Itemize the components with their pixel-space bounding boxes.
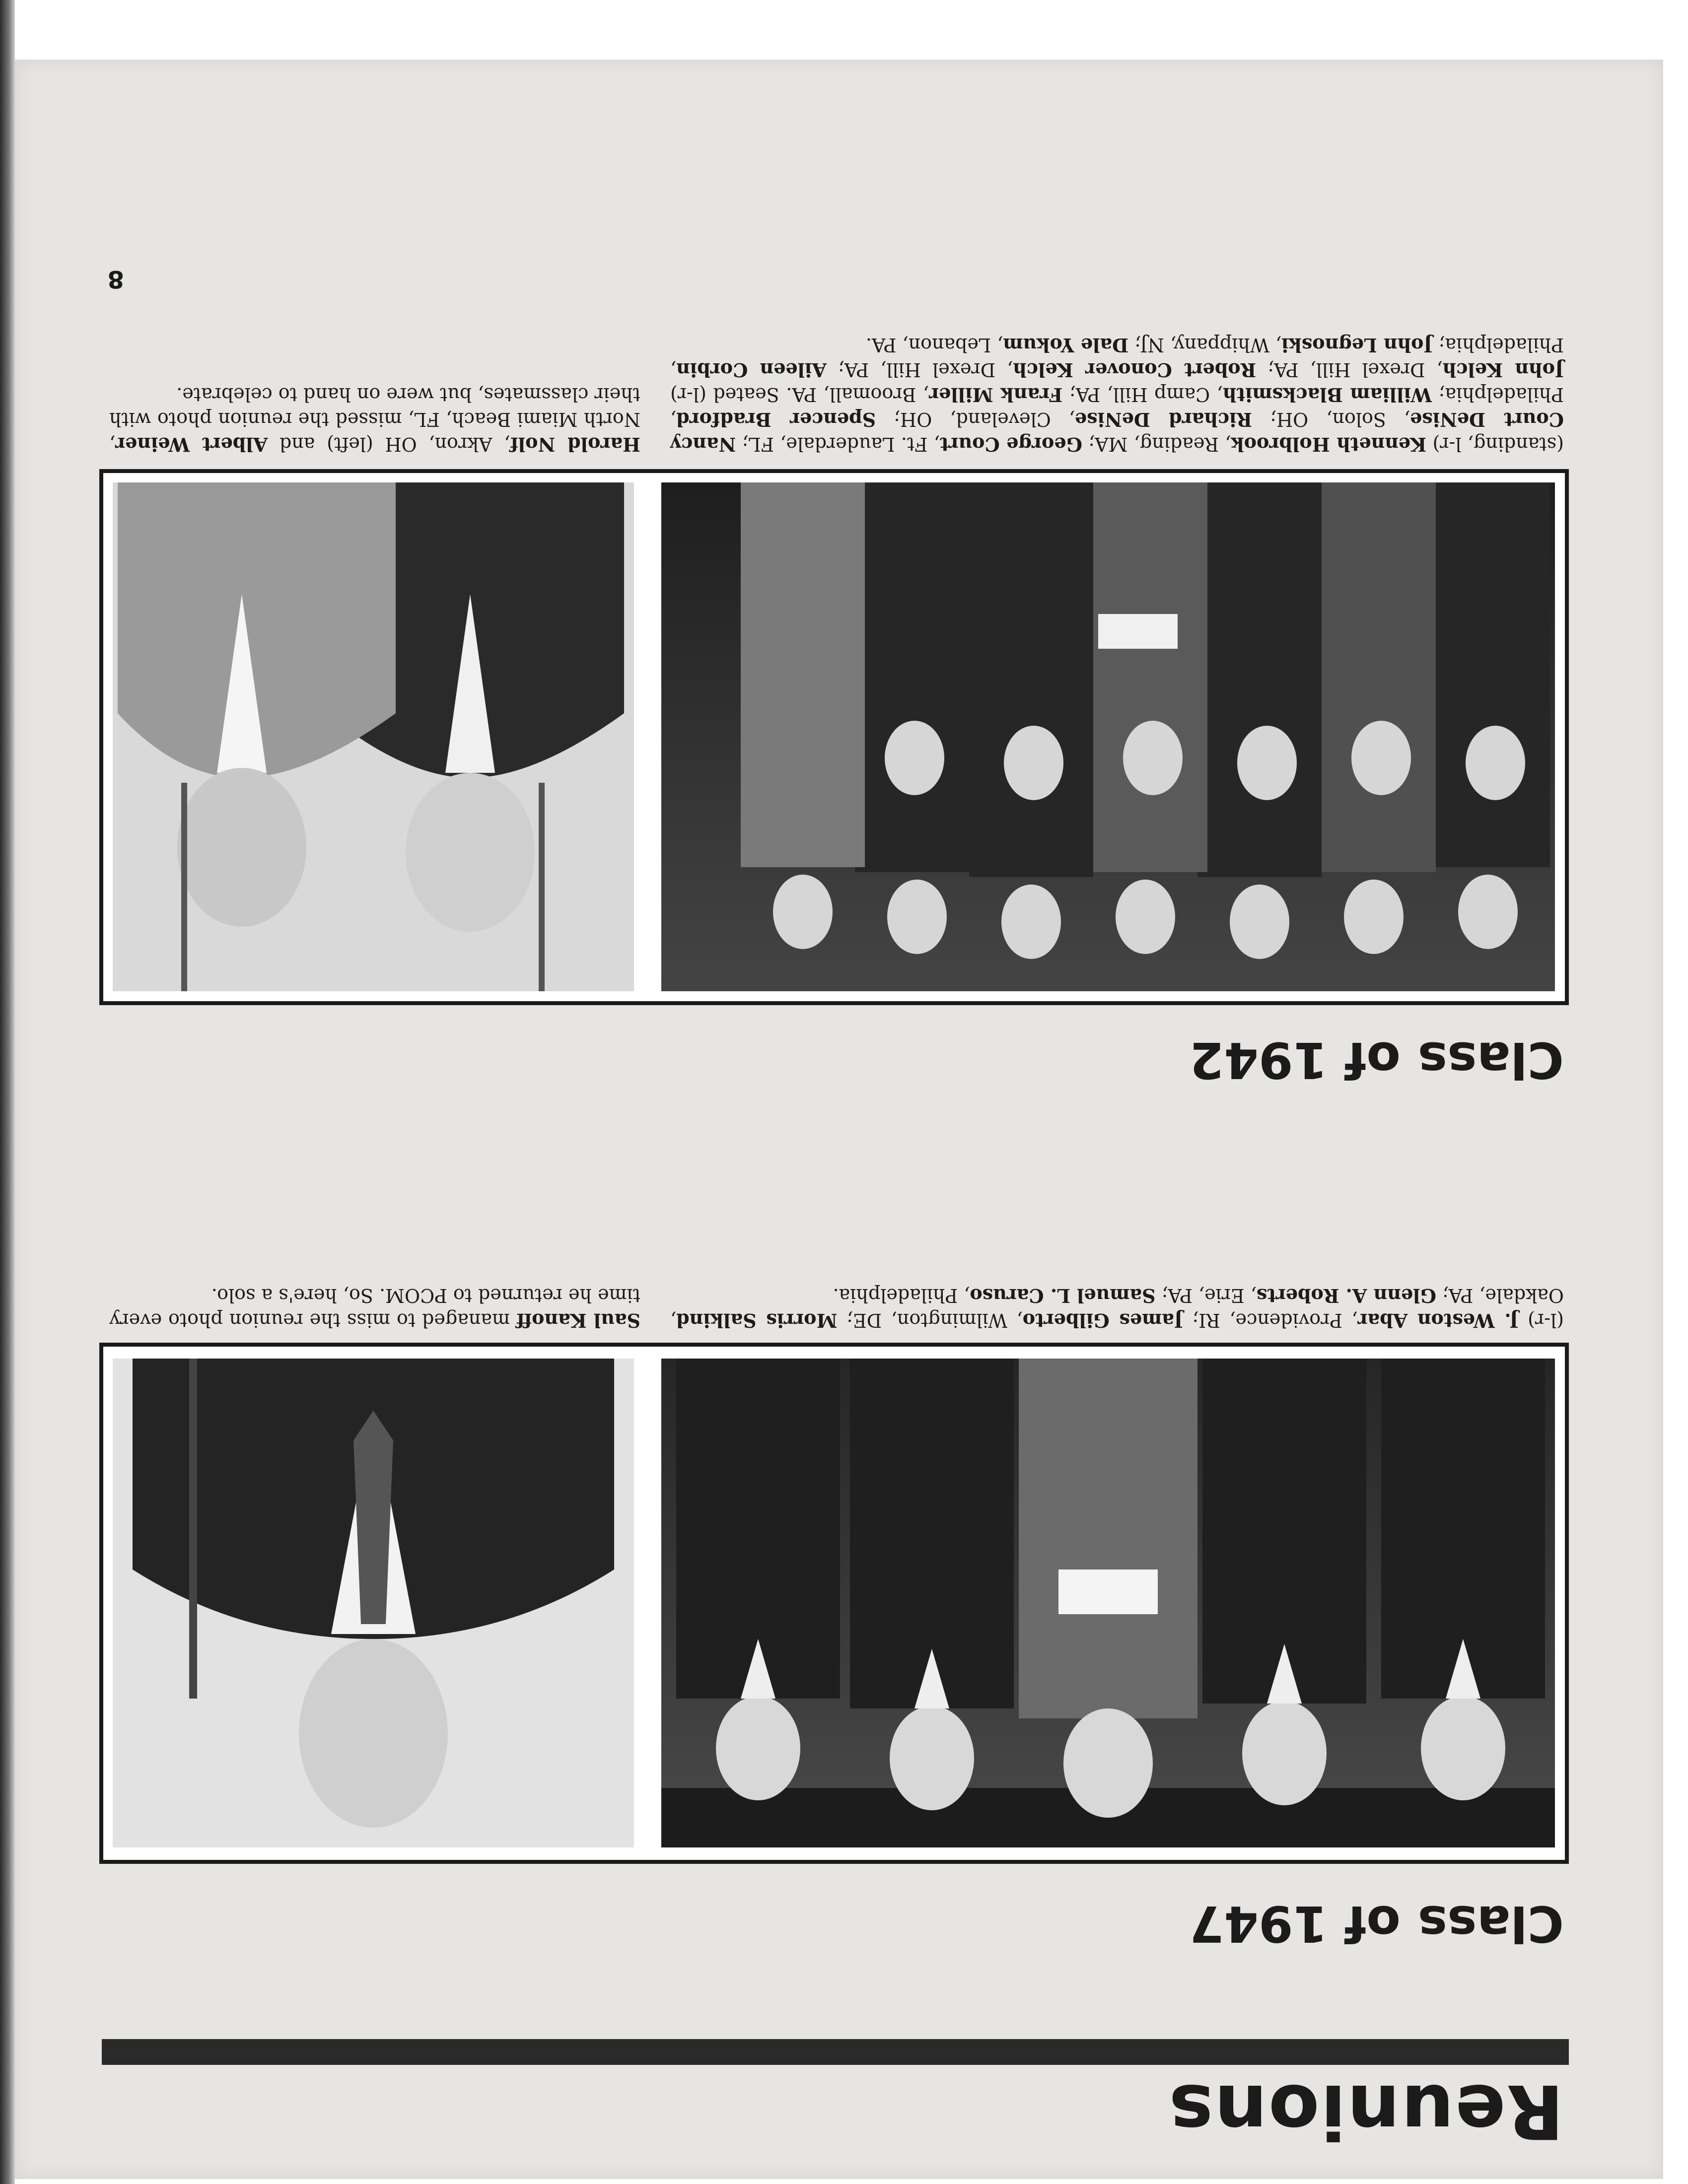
person-name: J. Weston Abar (1357, 1309, 1519, 1332)
person-name: Glenn A. Roberts (1256, 1285, 1436, 1307)
section-title-class-1947: Class of 1947 (1189, 1895, 1564, 1953)
caption-part: managed to miss the reunion photo every time he returned to PCOM. So, here's a solo. (109, 1285, 640, 1331)
solo-photo-class-1947 (113, 1359, 634, 1847)
caption-part: , Philadelphia; (670, 384, 1564, 430)
caption-part: , Akron, OH (left) and (268, 433, 510, 455)
caption-group-class-1942 (670, 333, 1564, 457)
duo-photo-1942-image (113, 482, 634, 991)
person-name: Kenneth Holbrook (1231, 433, 1427, 456)
caption-part: , Erie, PA; (1155, 1285, 1257, 1306)
group-photo-class-1942 (661, 482, 1555, 991)
group-photo-1947-image (661, 1359, 1555, 1847)
person-name: John Legnoski (1281, 334, 1433, 356)
caption-part: , Camp Hill, PA; (1062, 384, 1223, 406)
caption-part: , Ft. Lauderdale, FL; (736, 433, 940, 455)
person-name: John Kelch (1442, 359, 1564, 381)
page-number: 8 (107, 265, 124, 293)
caption-part: , Whippany, NJ; (1128, 334, 1282, 356)
person-name: Spencer Bradford (676, 409, 876, 431)
person-name: Nancy Court DeNise (670, 409, 1564, 456)
person-name: George Court (939, 433, 1082, 456)
header-rule (102, 2039, 1569, 2065)
person-name: Aileen Corbin (676, 359, 827, 381)
photo-frame-class-1947 (99, 1343, 1569, 1864)
person-name: Dale Yokum (1003, 334, 1129, 356)
caption-part: , Broomall, PA. Seated (l-r) (670, 384, 929, 406)
person-name: Frank Miller (929, 384, 1063, 406)
caption-part: , North Miami Beach, FL, missed the reunion photo with their classmates, but were on hand to celebrate. (109, 384, 640, 455)
caption-part: , Drexel Hill, PA; (826, 359, 1013, 381)
page-title: Reunions (1168, 2068, 1564, 2154)
solo-photo-1947-image (113, 1359, 634, 1847)
person-name: Morris Salkind (676, 1309, 838, 1332)
caption-part: , Philadelphia; (670, 334, 1564, 381)
photo-frame-class-1942 (99, 469, 1569, 1005)
caption-part: , Solon, OH; (1252, 409, 1410, 430)
caption-solo-class-1947 (109, 1283, 640, 1333)
person-name: Samuel L. Caruso (970, 1285, 1156, 1307)
caption-part: (l-r) (1518, 1309, 1564, 1331)
caption-part: , Lebanon, PA. (865, 334, 1003, 356)
caption-group-class-1947 (670, 1283, 1564, 1333)
group-photo-1942-image (661, 482, 1555, 991)
caption-part: , Cleveland, OH; (876, 409, 1075, 430)
magazine-sheet (15, 60, 1663, 2179)
person-name: Albert Weiner (115, 433, 268, 456)
caption-part: , Philadelphia. (833, 1285, 970, 1306)
caption-part: (standing, l-r) (1426, 433, 1564, 455)
caption-part: , Providence, RI; (1183, 1309, 1358, 1331)
binding-edge (0, 0, 15, 2184)
caption-part: , Drexel Hill, PA; (1256, 359, 1443, 381)
caption-part: , Oakdale, PA; (670, 1285, 1564, 1331)
person-name: Saul Kanoff (516, 1309, 640, 1332)
caption-duo-class-1942 (109, 382, 640, 457)
caption-part: , Wilmington, DE; (837, 1309, 1023, 1331)
group-photo-class-1947 (661, 1359, 1555, 1847)
person-name: Robert Conover Kelch (1013, 359, 1257, 381)
person-name: William Blacksmith (1222, 384, 1432, 406)
magazine-sheet-rotated (15, 60, 1663, 2179)
person-name: Harold Nolf (510, 433, 640, 456)
person-name: James Gilberto (1022, 1309, 1183, 1332)
person-name: Richard DeNise (1074, 409, 1253, 431)
duo-photo-class-1942 (113, 482, 634, 991)
section-title-class-1942: Class of 1942 (1189, 1031, 1564, 1089)
caption-part: , Reading, MA; (1082, 433, 1231, 455)
